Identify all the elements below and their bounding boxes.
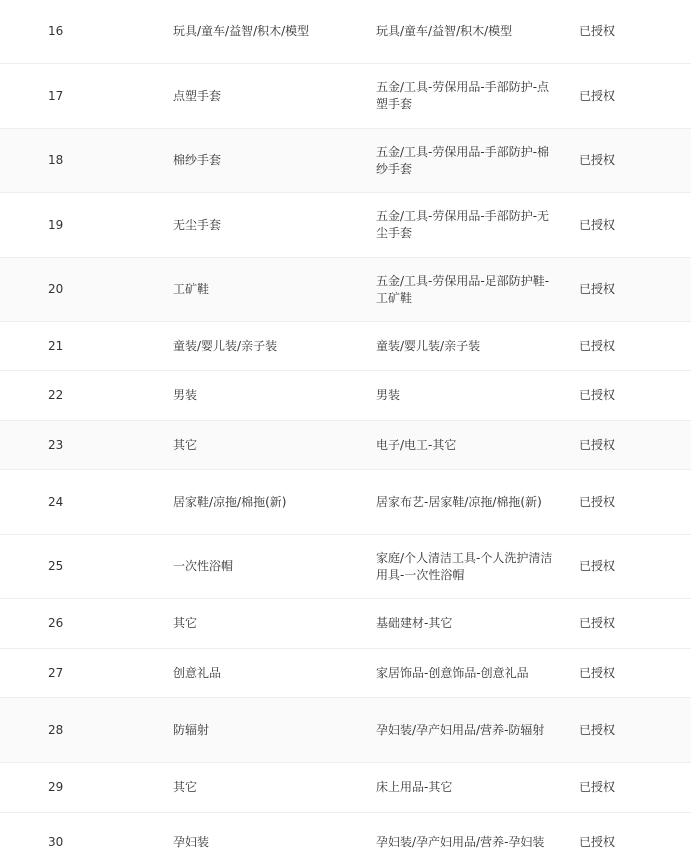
table-row <box>0 470 691 535</box>
row-name-text: 工矿鞋 <box>173 282 210 296</box>
row-name-cell <box>173 421 353 469</box>
row-name-cell <box>173 258 353 321</box>
table-row <box>0 0 691 64</box>
row-name-text: 创意礼品 <box>173 665 222 680</box>
row-category-cell <box>376 322 556 370</box>
table-row <box>0 193 691 258</box>
row-name-text: 其它 <box>173 616 198 630</box>
row-category-cell <box>376 64 556 128</box>
table-row <box>0 599 691 649</box>
row-name-cell <box>173 698 353 762</box>
row-index-cell <box>48 763 148 812</box>
row-status-cell <box>579 698 679 762</box>
row-name-text: 其它 <box>173 780 198 794</box>
row-name-cell <box>173 763 353 812</box>
row-name-cell <box>173 322 353 370</box>
row-status-text: 已授权 <box>579 338 616 353</box>
row-status-cell <box>579 371 679 420</box>
row-index-text: 30 <box>48 835 64 849</box>
row-status-text: 已授权 <box>579 616 616 630</box>
row-status-text: 已授权 <box>579 665 616 680</box>
row-index-text: 23 <box>48 437 64 452</box>
row-status-cell <box>579 813 679 865</box>
table-row <box>0 64 691 129</box>
row-category-cell <box>376 129 556 192</box>
row-name-text: 点塑手套 <box>173 88 222 103</box>
row-index-cell <box>48 64 148 128</box>
row-index-text: 18 <box>48 153 64 167</box>
row-name-text: 棉纱手套 <box>173 153 222 167</box>
row-index-cell <box>48 535 148 598</box>
row-index-cell <box>48 129 148 192</box>
row-name-text: 一次性浴帽 <box>173 559 234 573</box>
row-name-text: 童装/婴儿装/亲子装 <box>173 338 278 353</box>
row-status-text: 已授权 <box>579 780 616 794</box>
row-name-cell <box>173 193 353 257</box>
row-status-text: 已授权 <box>579 388 616 402</box>
row-index-text: 21 <box>48 338 64 353</box>
table-row <box>0 258 691 322</box>
table-row <box>0 698 691 763</box>
row-index-text: 24 <box>48 494 64 509</box>
row-category-cell <box>376 813 556 865</box>
row-status-cell <box>579 0 679 63</box>
row-index-cell <box>48 371 148 420</box>
row-category-cell <box>376 763 556 812</box>
table-row <box>0 421 691 470</box>
row-category-text: 玩具/童车/益智/积木/模型 <box>376 24 513 38</box>
row-category-text: 床上用品-其它 <box>376 780 453 794</box>
row-status-text: 已授权 <box>579 835 616 849</box>
row-status-cell <box>579 258 679 321</box>
row-name-cell <box>173 371 353 420</box>
row-index-cell <box>48 649 148 697</box>
row-status-text: 已授权 <box>579 282 616 296</box>
row-category-text: 居家布艺-居家鞋/凉拖/棉拖(新) <box>376 494 542 509</box>
table-row <box>0 813 691 865</box>
table-row <box>0 322 691 371</box>
row-status-cell <box>579 64 679 128</box>
row-category-cell <box>376 0 556 63</box>
row-status-cell <box>579 322 679 370</box>
row-index-cell <box>48 193 148 257</box>
row-category-text: 五金/工具-劳保用品-手部防护-无尘手套 <box>376 209 550 240</box>
row-name-cell <box>173 535 353 598</box>
row-category-cell <box>376 470 556 534</box>
row-status-text: 已授权 <box>579 24 616 38</box>
row-index-text: 25 <box>48 559 64 573</box>
row-index-text: 22 <box>48 388 64 402</box>
row-category-cell <box>376 421 556 469</box>
row-name-cell <box>173 649 353 697</box>
table-row <box>0 649 691 698</box>
row-category-cell <box>376 371 556 420</box>
row-category-text: 家居饰品-创意饰品-创意礼品 <box>376 665 529 680</box>
row-name-text: 孕妇装 <box>173 835 210 849</box>
table-row <box>0 129 691 193</box>
row-status-cell <box>579 421 679 469</box>
row-status-text: 已授权 <box>579 722 616 737</box>
row-category-text: 家庭/个人清洁工具-个人洗护清洁用具-一次性浴帽 <box>376 550 553 582</box>
row-index-cell <box>48 322 148 370</box>
row-index-text: 17 <box>48 88 64 103</box>
row-status-cell <box>579 649 679 697</box>
row-index-cell <box>48 813 148 865</box>
row-name-cell <box>173 0 353 63</box>
row-name-text: 男装 <box>173 388 198 402</box>
row-status-text: 已授权 <box>579 559 616 573</box>
row-category-cell <box>376 535 556 598</box>
row-status-text: 已授权 <box>579 217 616 232</box>
row-index-cell <box>48 258 148 321</box>
row-category-text: 电子/电工-其它 <box>376 437 457 452</box>
row-category-text: 基础建材-其它 <box>376 616 453 630</box>
row-name-cell <box>173 599 353 648</box>
row-category-cell <box>376 193 556 257</box>
row-index-cell <box>48 698 148 762</box>
row-name-text: 无尘手套 <box>173 217 222 232</box>
row-name-text: 防辐射 <box>173 722 210 737</box>
row-category-text: 孕妇装/孕产妇用品/营养-孕妇装 <box>376 835 545 849</box>
row-index-text: 20 <box>48 282 64 296</box>
row-index-text: 19 <box>48 217 64 232</box>
row-status-text: 已授权 <box>579 494 616 509</box>
row-index-cell <box>48 421 148 469</box>
row-category-text: 五金/工具-劳保用品-手部防护-点塑手套 <box>376 80 550 111</box>
row-status-text: 已授权 <box>579 88 616 103</box>
row-name-text: 玩具/童车/益智/积木/模型 <box>173 24 310 38</box>
row-category-cell <box>376 649 556 697</box>
row-index-text: 28 <box>48 722 64 737</box>
row-status-text: 已授权 <box>579 437 616 452</box>
row-status-cell <box>579 535 679 598</box>
row-status-text: 已授权 <box>579 153 616 167</box>
row-index-cell <box>48 599 148 648</box>
row-name-text: 其它 <box>173 437 198 452</box>
row-name-cell <box>173 813 353 865</box>
row-name-text: 居家鞋/凉拖/棉拖(新) <box>173 494 287 509</box>
row-category-cell <box>376 698 556 762</box>
row-status-cell <box>579 599 679 648</box>
table-row <box>0 371 691 421</box>
row-index-cell <box>48 0 148 63</box>
row-category-text: 五金/工具-劳保用品-足部防护鞋-工矿鞋 <box>376 273 550 305</box>
row-status-cell <box>579 129 679 192</box>
table-row <box>0 763 691 813</box>
table-row <box>0 535 691 599</box>
row-category-cell <box>376 258 556 321</box>
row-status-cell <box>579 193 679 257</box>
row-category-text: 童装/婴儿装/亲子装 <box>376 338 481 353</box>
row-status-cell <box>579 470 679 534</box>
row-category-text: 孕妇装/孕产妇用品/营养-防辐射 <box>376 722 545 737</box>
row-category-text: 男装 <box>376 388 401 402</box>
row-name-cell <box>173 64 353 128</box>
row-category-cell <box>376 599 556 648</box>
row-name-cell <box>173 470 353 534</box>
row-index-text: 27 <box>48 665 64 680</box>
row-index-cell <box>48 470 148 534</box>
row-index-text: 29 <box>48 780 64 794</box>
row-category-text: 五金/工具-劳保用品-手部防护-棉纱手套 <box>376 144 550 176</box>
row-index-text: 26 <box>48 616 64 630</box>
row-index-text: 16 <box>48 24 64 38</box>
row-name-cell <box>173 129 353 192</box>
row-status-cell <box>579 763 679 812</box>
